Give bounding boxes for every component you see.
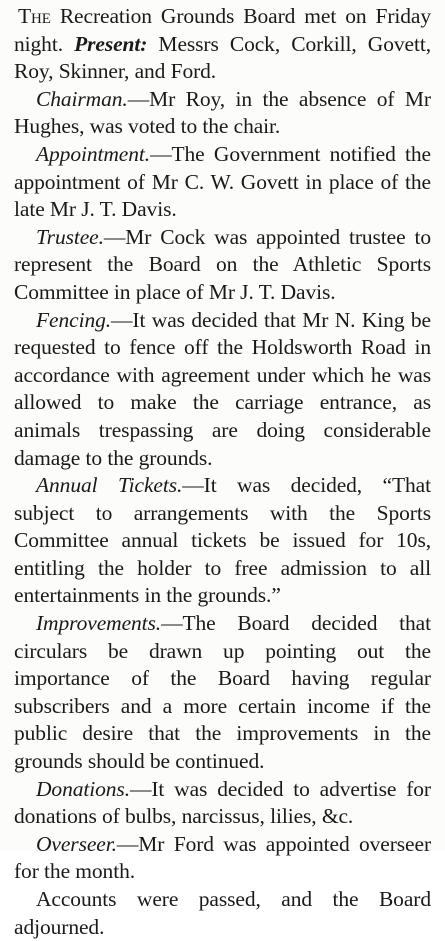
section-heading: Donations.: [36, 776, 130, 801]
section-fencing: [14, 307, 431, 473]
section-text: —Mr Ford was appointed overseer for the month.: [14, 831, 431, 884]
section-text: —It was decided to advertise for donations of bulbs, narcissus, lilies, &c.: [14, 776, 431, 829]
section-text: —The Board decided that circulars be drawn up pointing out the importance of the Board having regular subscribers and a more certain income if the public desire that the improvements in the grounds should be continued.: [14, 611, 431, 774]
section-heading: Overseer.: [36, 831, 117, 856]
present-label: Present:: [74, 31, 148, 56]
section-heading: Chairman.: [36, 86, 128, 111]
intro-text-after: Messrs Cock, Corkill, Govett, Roy, Skinner, and Ford.: [14, 31, 431, 84]
section-trustee: [14, 224, 431, 307]
section-donations: [14, 776, 431, 831]
intro-paragraph: [14, 3, 431, 86]
intro-lead-word: The: [18, 4, 51, 28]
section-text: —Mr Cock was appointed trustee to represent the Board on the Athletic Sports Committee in place of Mr J. T. Davis.: [14, 224, 431, 304]
section-heading: Annual Tickets.: [36, 473, 183, 498]
section-text: —It was decided, “That subject to arrangements with the Sports Committee annual tickets be issued for 10s, entitling the holder to free admission to all entertainments in the grounds.”: [14, 473, 431, 608]
section-improvements: [14, 610, 431, 776]
section-appointment: [14, 141, 431, 224]
section-chairman: [14, 86, 431, 141]
section-text: —It was decided that Mr N. King be requested to fence off the Holdsworth Road in accordance with agreement under which he was allowed to make the carriage entrance, as animals trespassing are doing considerable damage to the grounds.: [14, 307, 431, 470]
section-heading: Appointment.: [36, 141, 151, 166]
section-text: —The Government notified the appointment of Mr C. W. Govett in place of the late Mr J. T. Davis.: [14, 141, 431, 222]
section-heading: Improvements.: [36, 611, 162, 636]
closing-paragraph: Accounts were passed, and the Board adjourned.: [14, 887, 431, 939]
section-annual-tickets: [14, 472, 431, 610]
section-heading: Trustee.: [36, 224, 104, 249]
section-overseer: [14, 831, 431, 886]
section-heading: Fencing.: [36, 307, 112, 332]
section-text: —Mr Roy, in the absence of Mr Hughes, was voted to the chair.: [14, 86, 431, 139]
intro-text-before: Recreation Grounds Board met on Friday night.: [14, 4, 431, 56]
